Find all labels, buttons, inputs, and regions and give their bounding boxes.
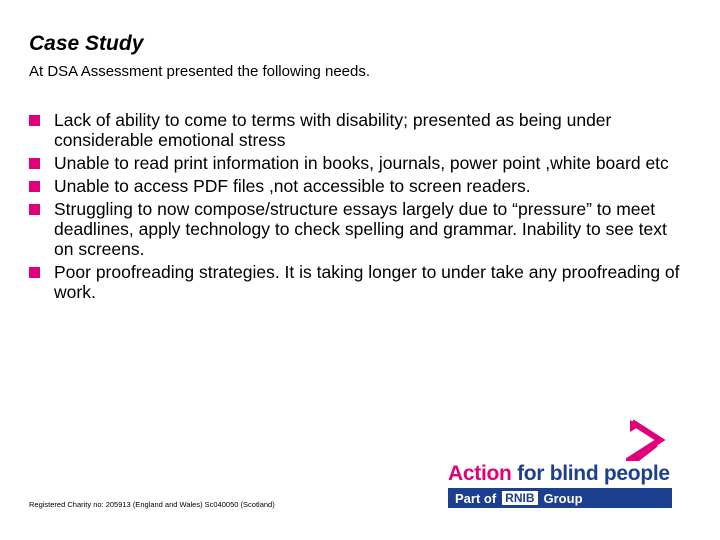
logo-wordmark bbox=[448, 462, 670, 486]
logo-rnib-text: RNIB bbox=[502, 491, 537, 505]
square-bullet-icon bbox=[29, 267, 40, 278]
list-item-text: Struggling to now compose/structure essays largely due to “pressure” to meet deadlines, apply technology to check spelling and grammar. Inability to see text on screens. bbox=[54, 199, 667, 259]
list-item bbox=[29, 153, 689, 173]
list-item-text: Unable to read print information in books, journals, power point ,white board etc bbox=[54, 153, 669, 173]
slide-title: Case Study bbox=[29, 32, 144, 55]
list-item bbox=[29, 110, 689, 150]
logo-part-of-text: Part of bbox=[455, 490, 497, 506]
charity-registration-footer: Registered Charity no: 205913 (England and Wales) Sc040050 (Scotland) bbox=[29, 500, 275, 509]
logo-arrow-icon bbox=[626, 418, 666, 462]
square-bullet-icon bbox=[29, 204, 40, 215]
square-bullet-icon bbox=[29, 158, 40, 169]
logo-group-text: Group bbox=[543, 490, 583, 506]
needs-list bbox=[29, 110, 689, 305]
slide-subtitle: At DSA Assessment presented the following needs. bbox=[29, 63, 371, 80]
logo-for-blind-people-text: for blind people bbox=[511, 462, 670, 485]
square-bullet-icon bbox=[29, 115, 40, 126]
list-item-text: Unable to access PDF files ,not accessible to screen readers. bbox=[54, 176, 531, 196]
list-item bbox=[29, 262, 689, 302]
logo-part-of-rnib-bar bbox=[448, 488, 672, 508]
logo-action-text: Action bbox=[448, 462, 512, 485]
action-for-blind-people-logo bbox=[440, 412, 680, 512]
list-item bbox=[29, 199, 689, 259]
list-item-text: Poor proofreading strategies. It is taking longer to under take any proofreading of work. bbox=[54, 262, 680, 302]
square-bullet-icon bbox=[29, 181, 40, 192]
list-item-text: Lack of ability to come to terms with disability; presented as being under considerable emotional stress bbox=[54, 110, 612, 150]
list-item bbox=[29, 176, 689, 196]
